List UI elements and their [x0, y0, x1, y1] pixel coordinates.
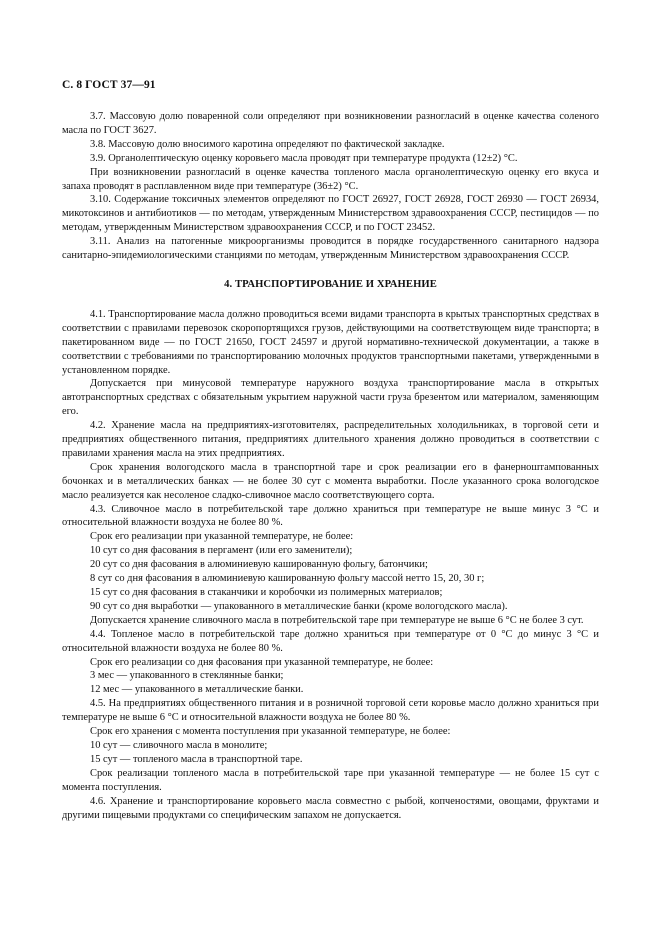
paragraph-4-1: 4.1. Транспортирование масла должно проводиться всеми видами транспорта в крытых транспортных средствах в соответствии с правилами перевозок скоропортящихся грузов, действующими на соответствующем виде транспорта; в пакетированном виде — по ГОСТ 21650, ГОСТ 24597 и другой нормативно-технической документации, а также в соответствии с требованиями по транспортированию молочных продуктов транспортными пакетами, утвержденными в установленном порядке. [62, 308, 599, 376]
paragraph-3-10: 3.10. Содержание токсичных элементов определяют по ГОСТ 26927, ГОСТ 26928, ГОСТ 26930 — ГОСТ 26934, микотоксинов и антибиотиков — по методам, утвержденным Министерством здравоохранения СССР, пестицидов — по методам, утвержденным Министерством здравоохранения СССР, и по ГОСТ 23452. [62, 194, 599, 234]
list-item: 10 сут — сливочного масла в монолите; [90, 739, 268, 751]
paragraph-4-1-note: Допускается при минусовой температуре наружного воздуха транспортирование масла в открытых автотранспортных средствах с обязательным укрытием наружной части груза брезентом или материалом, заменяющим его. [62, 378, 599, 418]
list-item: 90 сут со дня выработки — упакованного в металлические банки (кроме вологодского масла). [90, 600, 508, 612]
paragraph-4-3: 4.3. Сливочное масло в потребительской таре должно храниться при температуре не выше минус 3 °С и относительной влажности воздуха не более 80 %. [62, 503, 599, 529]
paragraph-3-11: 3.11. Анализ на патогенные микроорганизмы проводится в порядке государственного санитарного надзора санитарно-эпидемиологическими станциями по методам, утвержденным Министерством здравоохранения СССР. [62, 236, 599, 262]
document-body [62, 110, 599, 822]
paragraph-4-3-note: Допускается хранение сливочного масла в потребительской таре при температуре не выше 6 °С не более 3 сут. [90, 614, 584, 626]
paragraph-4-5: 4.5. На предприятиях общественного питания и в розничной торговой сети коровье масло должно храниться при температуре не выше 6 °С и относительной влажности воздуха не более 80 %. [62, 698, 599, 724]
paragraph-4-6: 4.6. Хранение и транспортирование коровьего масла совместно с рыбой, копченостями, овощами, фруктами и другими пищевыми продуктами со специфическим запахом не допускается. [62, 795, 599, 821]
paragraph-3-8: 3.8. Массовую долю вносимого каротина определяют по фактической закладке. [90, 138, 445, 150]
list-item: 10 сут со дня фасования в пергамент (или его заменители); [90, 545, 353, 557]
paragraph-4-2: 4.2. Хранение масла на предприятиях-изготовителях, распределительных холодильниках, в торговой сети и предприятиях общественного питания, предприятиях длительного хранения должно проводиться в соответствии с правилами хранения масла на этих предприятиях. [62, 420, 599, 459]
page-header: С. 8 ГОСТ 37—91 [62, 79, 156, 91]
list-item: 3 мес — упакованного в стеклянные банки; [90, 670, 284, 682]
paragraph-4-5-terms: Срок его хранения с момента поступления при указанной температуре, не более: [90, 726, 451, 738]
list-item: 20 сут со дня фасования в алюминиевую кашированную фольгу, батончики; [90, 559, 428, 571]
paragraph-4-2-note: Срок хранения вологодского масла в транспортной таре и срок реализации его в фанерноштампованных бочонках и в металлических банках — не более 30 сут с момента выработки. После указанного срока вологодское масло реализуется как несоленое сладко-сливочное масло соответствующего сорта. [62, 461, 599, 501]
list-item: 12 мес — упакованного в металлические банки. [90, 684, 304, 696]
list-item: 15 сут со дня фасования в стаканчики и коробочки из полимерных материалов; [90, 587, 443, 598]
paragraph-3-9-note: При возникновении разногласий в оценке качества топленого масла органолептическую оценку его вкуса и запаха проводят в расплавленном виде при температуре (36±2) °С. [62, 166, 599, 192]
list-item: 8 сут со дня фасования в алюминиевую кашированную фольгу массой нетто 15, 20, 30 г; [90, 573, 485, 585]
paragraph-3-9: 3.9. Органолептическую оценку коровьего масла проводят при температуре продукта (12±2) °С. [90, 152, 518, 164]
paragraph-4-5-note: Срок реализации топленого масла в потребительской таре при указанной температуре — не более 15 сут с момента поступления. [62, 767, 599, 793]
paragraph-3-7: 3.7. Массовую долю поваренной соли определяют при возникновении разногласий в оценке качества соленого масла по ГОСТ 3627. [62, 111, 599, 136]
paragraph-4-4-terms: Срок его реализации со дня фасования при указанной температуре, не более: [90, 656, 434, 668]
paragraph-4-3-terms: Срок его реализации при указанной температуре, не более: [90, 531, 354, 543]
list-item: 15 сут — топленого масла в транспортной таре. [90, 753, 303, 765]
paragraph-4-4: 4.4. Топленое масло в потребительской таре должно храниться при температуре от 0 °С до минус 3 °С и относительной влажности воздуха не более 80 %. [62, 628, 599, 654]
section-4-title: 4. ТРАНСПОРТИРОВАНИЕ И ХРАНЕНИЕ [224, 278, 437, 290]
